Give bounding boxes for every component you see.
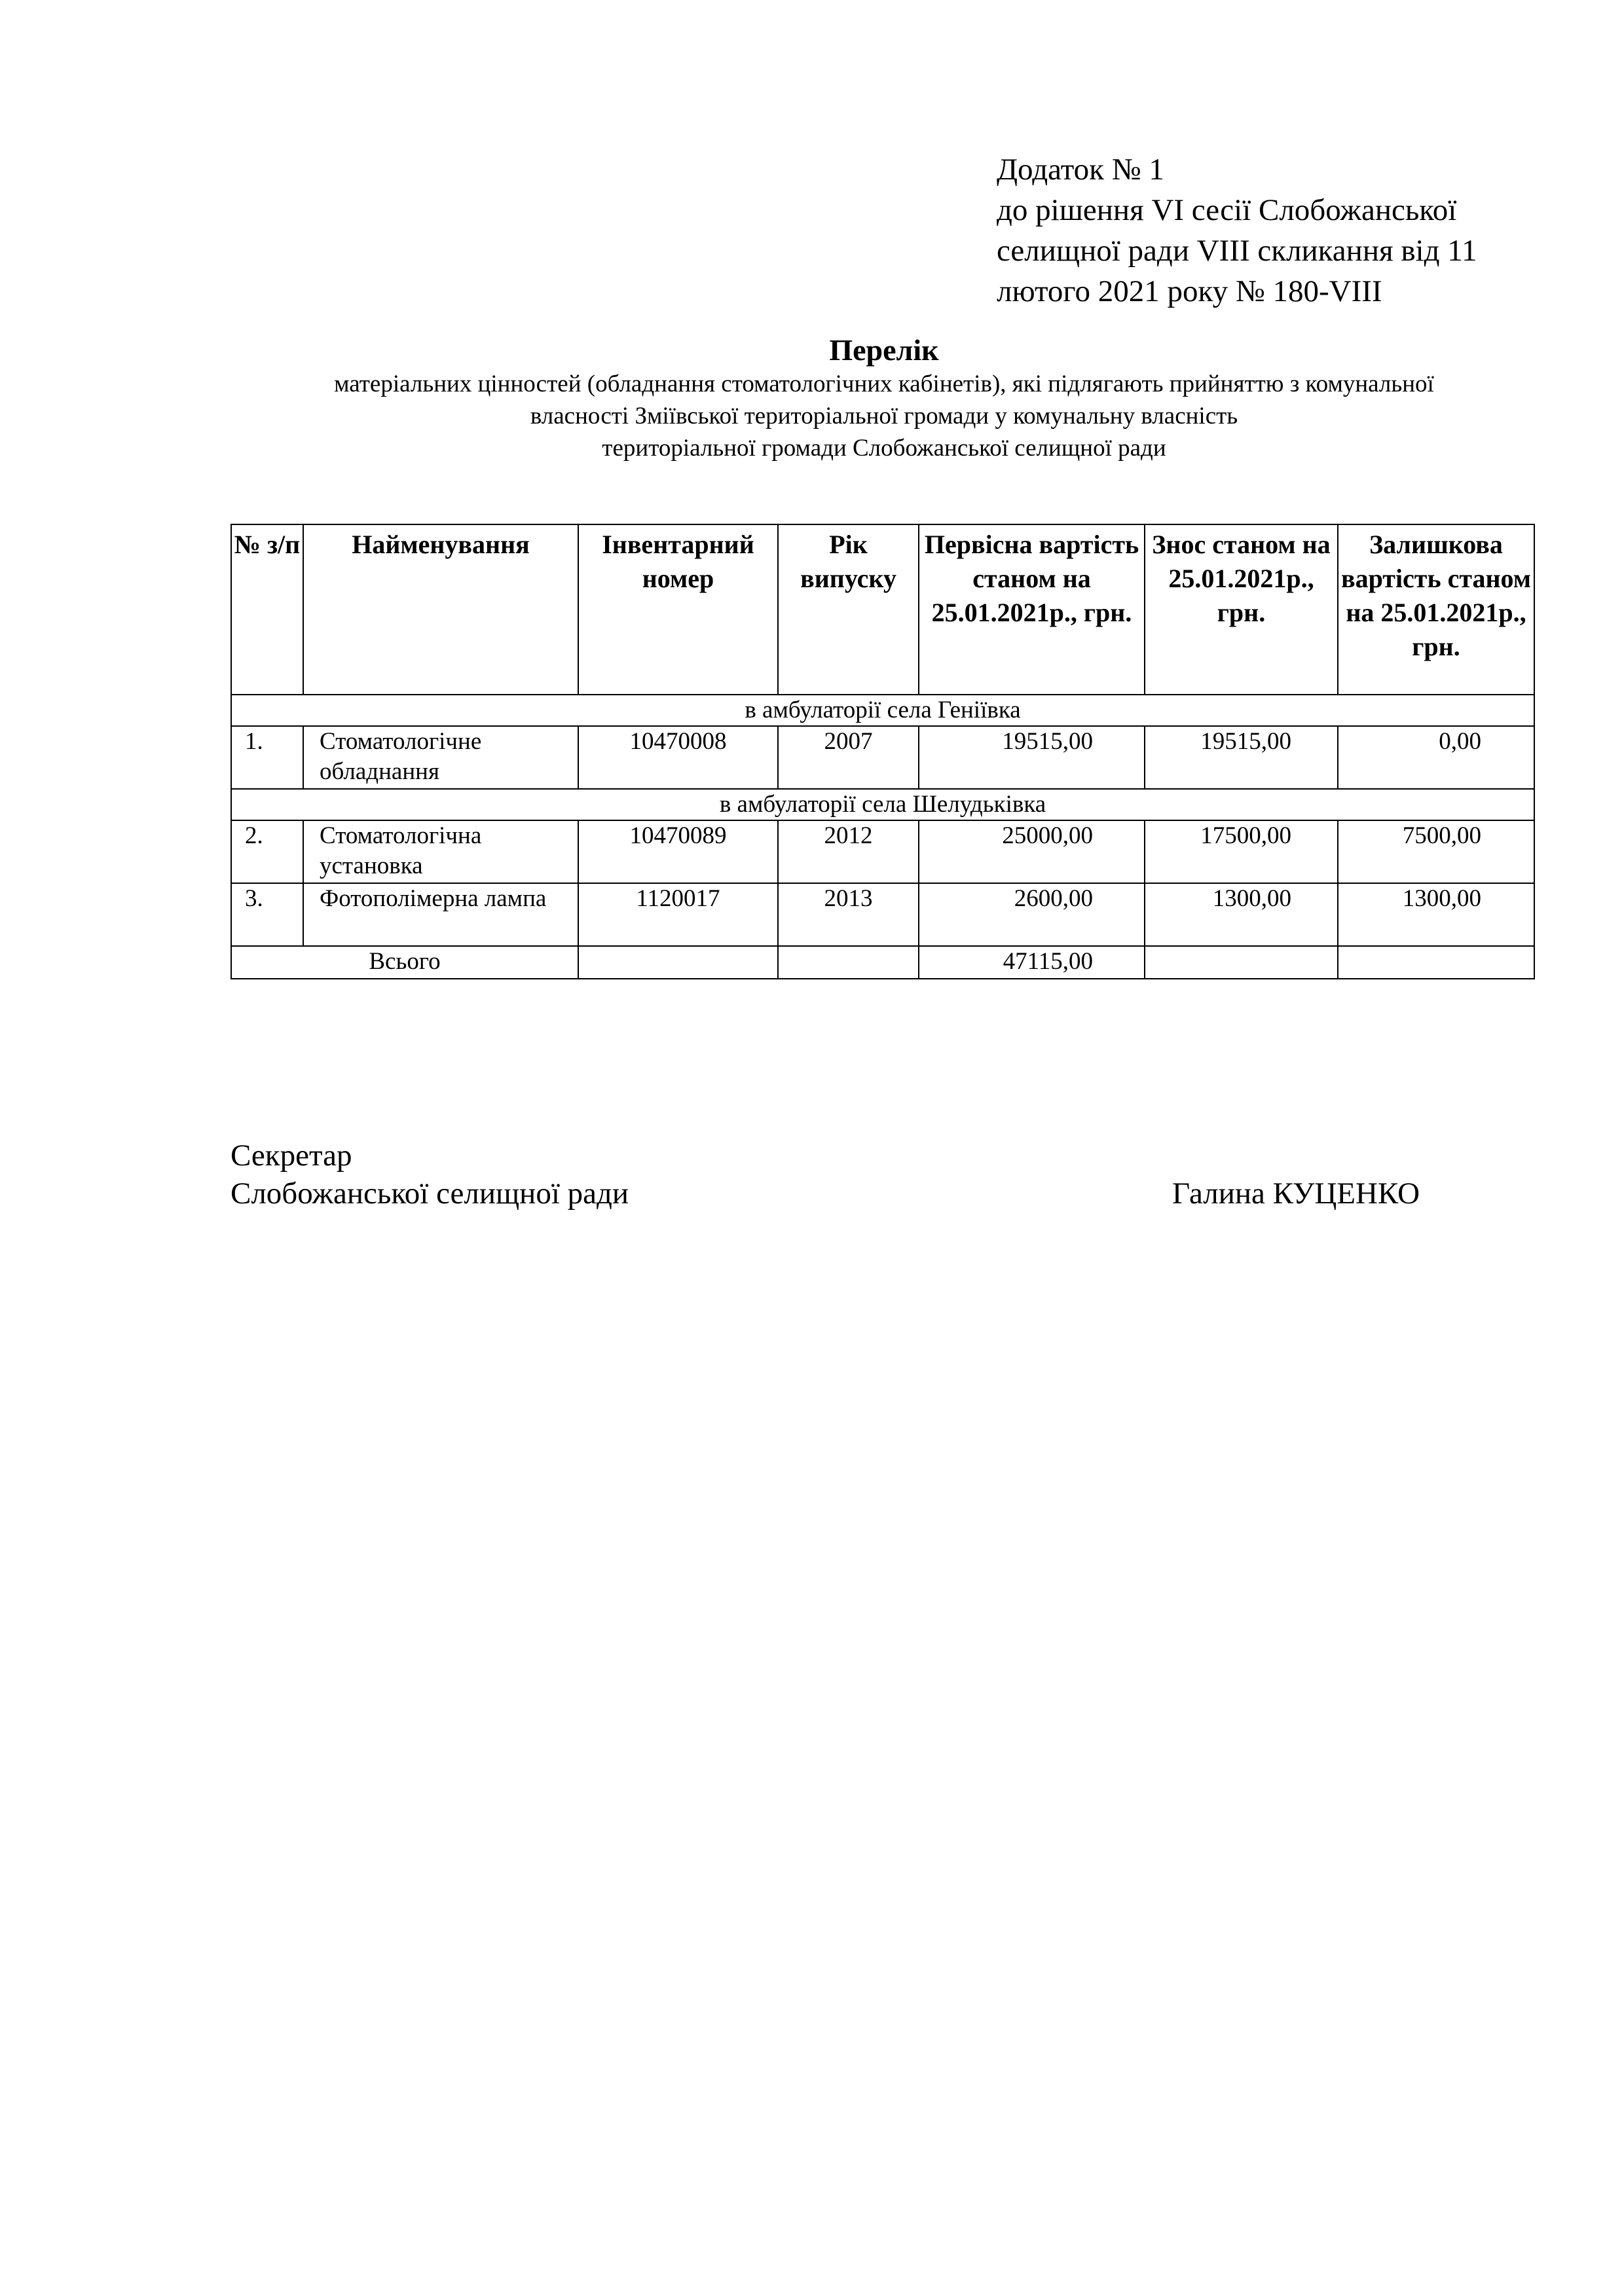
header-name: Найменування — [303, 524, 578, 695]
cell-initial-value: 19515,00 — [919, 726, 1145, 789]
section-label: в амбулаторії села Геніївка — [231, 695, 1534, 726]
cell-residual-value: 0,00 — [1338, 726, 1534, 789]
header-inventory: Інвентарний номер — [578, 524, 778, 695]
header-initial-value: Первісна вартість станом на 25.01.2021р., грн. — [919, 524, 1145, 695]
cell-wear: 19515,00 — [1145, 726, 1338, 789]
section-row — [231, 789, 1534, 820]
cell-inventory: 10470008 — [578, 726, 778, 789]
cell-residual-value: 1300,00 — [1338, 883, 1534, 946]
annex-line-4: лютого 2021 року № 180-VIII — [997, 274, 1382, 308]
cell-name: Стоматологічне обладнання — [303, 726, 578, 789]
cell-initial-value: 2600,00 — [919, 883, 1145, 946]
cell-wear: 1300,00 — [1145, 883, 1338, 946]
table-row — [231, 883, 1534, 946]
cell-year: 2013 — [778, 883, 919, 946]
header-year: Рік випуску — [778, 524, 919, 695]
cell-name: Фотополімерна лампа — [303, 883, 578, 946]
total-empty-year — [778, 946, 919, 979]
total-label: Всього — [231, 946, 578, 979]
signature-role: Секретар — [231, 1139, 352, 1173]
total-empty-inventory — [578, 946, 778, 979]
header-residual-value: Залишкова вартість станом на 25.01.2021р., грн. — [1338, 524, 1534, 695]
section-label: в амбулаторії села Шелудьківка — [231, 789, 1534, 820]
signature-org: Слобожанської селищної ради — [231, 1176, 629, 1211]
cell-number: 3. — [231, 883, 303, 946]
cell-name: Стоматологічна установка — [303, 820, 578, 883]
total-row — [231, 946, 1534, 979]
cell-number: 2. — [231, 820, 303, 883]
annex-line-2: до рішення VI сесії Слобожанської — [997, 193, 1457, 227]
subtitle-line-2: власності Зміївської територіальної громади у комунальну власність — [530, 403, 1238, 429]
cell-inventory: 10470089 — [578, 820, 778, 883]
subtitle-line-3: територіальної громади Слобожанської селищної ради — [602, 435, 1166, 462]
cell-residual-value: 7500,00 — [1338, 820, 1534, 883]
signature-name: Галина КУЦЕНКО — [1172, 1176, 1420, 1211]
table-row — [231, 726, 1534, 789]
header-wear: Знос станом на 25.01.2021р., грн. — [1145, 524, 1338, 695]
total-initial-value: 47115,00 — [919, 946, 1145, 979]
header-number: № з/п — [231, 524, 303, 695]
annex-line-3: селищної ради VIII скликання від 11 — [997, 234, 1477, 268]
table-header-row — [231, 524, 1534, 695]
cell-year: 2007 — [778, 726, 919, 789]
signature-block — [231, 1137, 1475, 1212]
cell-inventory: 1120017 — [578, 883, 778, 946]
assets-table — [231, 524, 1535, 979]
annex-block — [997, 149, 1560, 312]
table-row — [231, 820, 1534, 883]
total-empty-residual — [1338, 946, 1534, 979]
cell-initial-value: 25000,00 — [919, 820, 1145, 883]
document-subtitle — [203, 368, 1565, 464]
cell-number: 1. — [231, 726, 303, 789]
cell-year: 2012 — [778, 820, 919, 883]
subtitle-line-1: матеріальних цінностей (обладнання стоматологічних кабінетів), які підлягають прийняттю з комунальної — [334, 371, 1434, 397]
annex-line-1: Додаток № 1 — [997, 153, 1164, 187]
total-empty-wear — [1145, 946, 1338, 979]
document-title: Перелік — [829, 333, 939, 367]
cell-wear: 17500,00 — [1145, 820, 1338, 883]
section-row — [231, 695, 1534, 726]
